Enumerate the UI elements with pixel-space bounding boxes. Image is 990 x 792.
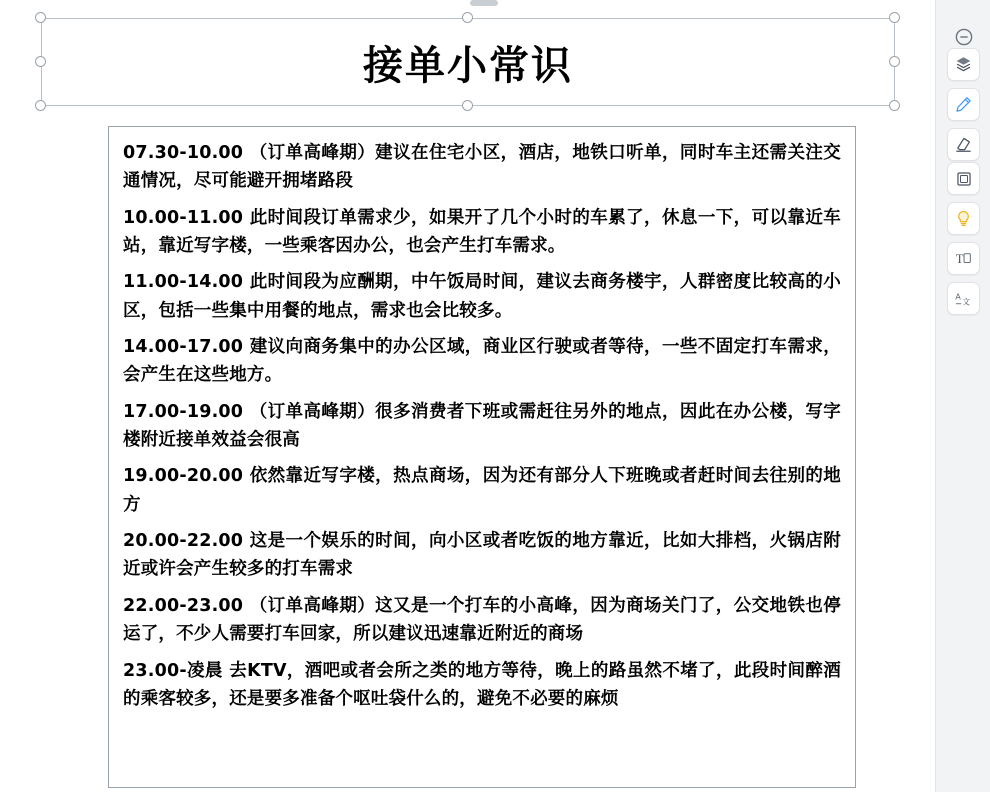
selection-handle-middle-right[interactable] <box>889 56 900 67</box>
pen-tool-button[interactable] <box>947 88 980 121</box>
smart-tips-button[interactable] <box>947 202 980 235</box>
content-paragraph: 07.30-10.00 （订单高峰期）建议在住宅小区，酒店，地铁口听单，同时车主还需关注交通情况，尽可能避开拥堵路段 <box>123 143 841 192</box>
svg-text:文: 文 <box>962 297 971 307</box>
selection-handle-top-left[interactable] <box>35 12 46 23</box>
lightbulb-icon <box>954 209 973 228</box>
content-paragraph: 14.00-17.00 建议向商务集中的办公区域，商业区行驶或者等待，一些不固定打车需求，会产生在这些地方。 <box>123 337 841 386</box>
shape-icon <box>955 170 973 188</box>
selection-handle-bottom-center[interactable] <box>462 100 473 111</box>
eraser-icon <box>954 135 973 154</box>
content-paragraph: 17.00-19.00 （订单高峰期）很多消费者下班或需赶往另外的地点，因此在办公楼，写字楼附近接单效益会很高 <box>123 401 841 451</box>
title-placeholder[interactable] <box>41 18 895 106</box>
selection-handle-bottom-left[interactable] <box>35 100 46 111</box>
selection-handle-top-right[interactable] <box>889 12 900 23</box>
svg-text:T: T <box>955 251 964 266</box>
selection-handle-middle-left[interactable] <box>35 56 46 67</box>
content-paragraph: 10.00-11.00 此时间段订单需求少，如果开了几个小时的车累了，休息一下，可以靠近车站，靠近写字楼，一些乘客因办公，也会产生打车需求。 <box>123 207 841 257</box>
translate-button[interactable] <box>947 282 980 315</box>
slide-bottom-edge <box>0 788 935 792</box>
eraser-tool-button[interactable] <box>947 128 980 161</box>
layers-button[interactable] <box>947 48 980 81</box>
minus-icon <box>954 27 974 47</box>
content-paragraph: 23.00-凌晨 去KTV，酒吧或者会所之类的地方等待，晚上的路虽然不堵了，此段时间醉酒的乘客较多，还是要多准备个呕吐袋什么的，避免不必要的麻烦 <box>123 660 841 709</box>
translate-icon <box>954 289 973 308</box>
top-scroll-handle[interactable] <box>470 0 498 6</box>
right-toolbar <box>935 0 990 792</box>
content-paragraph: 11.00-14.00 此时间段为应酬期，中午饭局时间，建议去商务楼宇，人群密度比较高的小区，包括一些集中用餐的地点，需求也会比较多。 <box>123 272 841 321</box>
shape-insert-button[interactable] <box>947 162 980 195</box>
layers-icon <box>954 55 973 74</box>
selection-handle-top-center[interactable] <box>462 12 473 23</box>
text-tool-button[interactable] <box>947 242 980 275</box>
content-text-box[interactable] <box>108 126 856 788</box>
content-paragraph: 20.00-22.00 这是一个娱乐的时间，向小区或者吃饭的地方靠近，比如大排档，火锅店附近或许会产生较多的打车需求 <box>123 531 841 580</box>
pen-icon <box>954 95 973 114</box>
svg-text:A: A <box>955 292 961 302</box>
text-tool-icon <box>954 249 973 268</box>
content-paragraph: 19.00-20.00 依然靠近写字楼，热点商场，因为还有部分人下班晚或者赶时间去往别的地方 <box>123 466 841 515</box>
page-title: 接单小常识 <box>363 42 573 89</box>
selection-handle-bottom-right[interactable] <box>889 100 900 111</box>
top-scroll-area <box>0 0 935 8</box>
content-paragraph: 22.00-23.00 （订单高峰期）这又是一个打车的小高峰，因为商场关门了，公交地铁也停运了，不少人需要打车回家，所以建议迅速靠近附近的商场 <box>123 595 841 645</box>
